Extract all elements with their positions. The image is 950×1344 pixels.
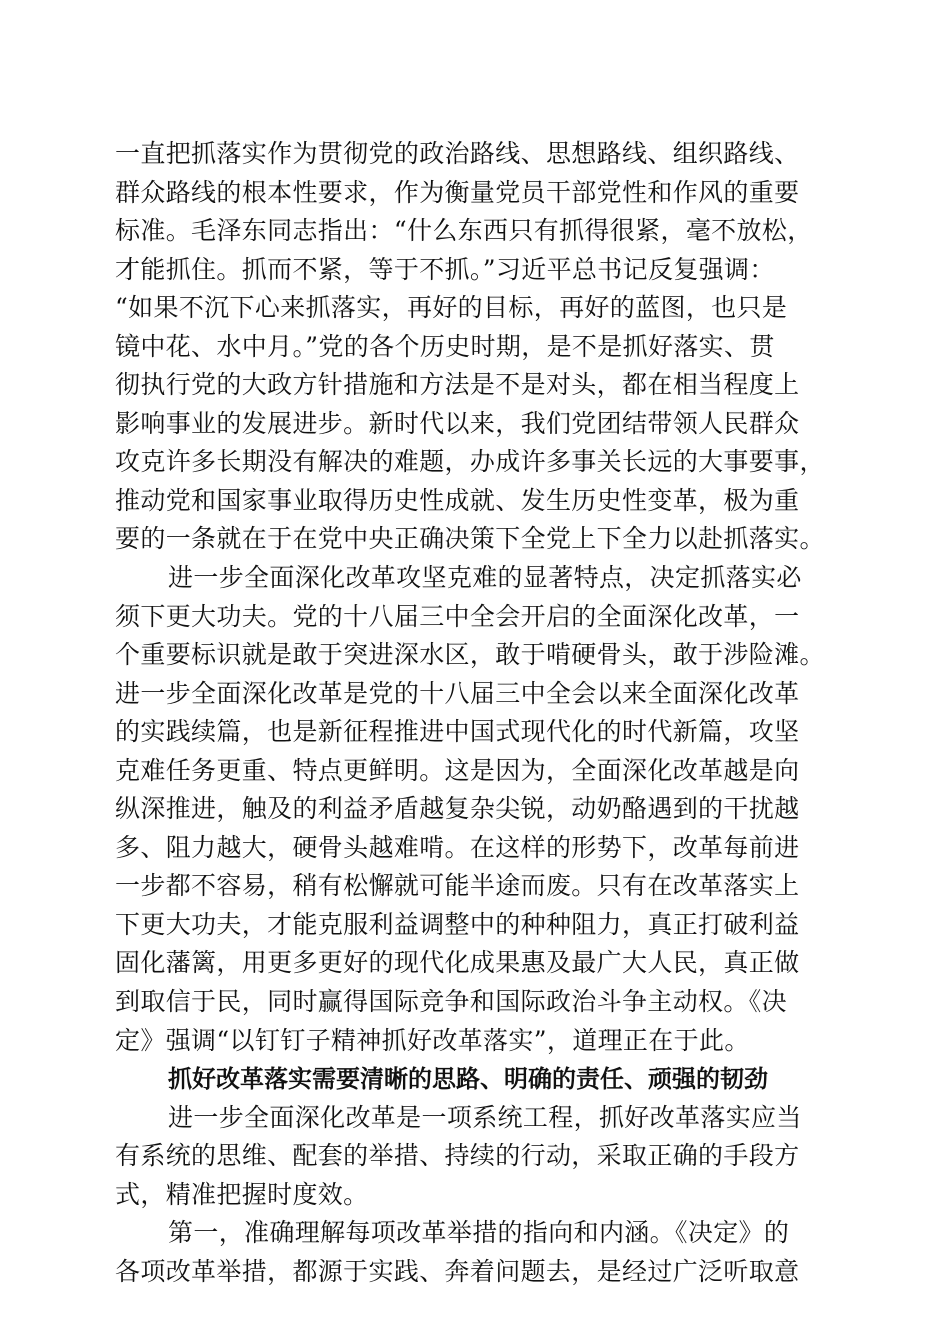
- text-line: 一步都不容易，稍有松懈就可能半途而废。只有在改革落实上: [115, 871, 800, 901]
- text-line: 各项改革举措，都源于实践、奔着问题去，是经过广泛听取意: [115, 1256, 800, 1286]
- text-line: 式，精准把握时度效。: [115, 1179, 369, 1209]
- text-line: 到取信于民，同时赢得国际竞争和国际政治斗争主动权。《决: [115, 987, 787, 1017]
- paragraph-first-line: 进一步全面深化改革攻坚克难的显著特点，决定抓落实必: [168, 563, 802, 593]
- body-text: [115, 135, 835, 1291]
- text-line: 群众路线的根本性要求，作为衡量党员干部党性和作风的重要: [115, 177, 800, 207]
- paragraph-first-line: 第一，准确理解每项改革举措的指向和内涵。《决定》的: [168, 1218, 790, 1248]
- text-line: 一直把抓落实作为贯彻党的政治路线、思想路线、组织路线、: [115, 139, 800, 168]
- text-line: 的实践续篇，也是新征程推进中国式现代化的时代新篇，攻坚: [115, 717, 800, 747]
- text-line: 镜中花、水中月。”党的各个历史时期，是不是抓好落实、贯: [115, 331, 775, 361]
- paragraph-first-line: 进一步全面深化改革是一项系统工程，抓好改革落实应当: [168, 1102, 802, 1132]
- text-line: 须下更大功夫。党的十八届三中全会开启的全面深化改革，一: [115, 601, 800, 631]
- text-line: 才能抓住。抓而不紧，等于不抓。”习近平总书记反复强调：: [115, 254, 775, 284]
- text-line: 要的一条就在于在党中央正确决策下全党上下全力以赴抓落实。: [115, 524, 825, 554]
- text-line: 定》强调“以钉钉子精神抓好改革落实”，道理正在于此。: [115, 1025, 750, 1055]
- text-line: 彻执行党的大政方针措施和方法是不是对头，都在相当程度上: [115, 370, 800, 400]
- text-line: 多、阻力越大，硬骨头越难啃。在这样的形势下，改革每前进: [115, 832, 800, 862]
- text-line: 影响事业的发展进步。新时代以来，我们党团结带领人民群众: [115, 408, 800, 438]
- text-line: 下更大功夫，才能克服利益调整中的种种阻力，真正打破利益: [115, 909, 800, 939]
- text-line: 标准。毛泽东同志指出：“什么东西只有抓得很紧，毫不放松，: [115, 216, 813, 246]
- text-line: 固化藩篱，用更多更好的现代化成果惠及最广大人民，真正做: [115, 948, 800, 978]
- text-line: 攻克许多长期没有解决的难题，办成许多事关长远的大事要事，: [115, 447, 825, 477]
- text-line: 个重要标识就是敢于突进深水区，敢于啃硬骨头，敢于涉险滩。: [115, 640, 825, 670]
- text-line: 纵深推进，触及的利益矛盾越复杂尖锐，动奶酪遇到的干扰越: [115, 794, 800, 824]
- text-line: 克难任务更重、特点更鲜明。这是因为，全面深化改革越是向: [115, 755, 800, 785]
- text-line: 有系统的思维、配套的举措、持续的行动，采取正确的手段方: [115, 1141, 800, 1171]
- section-heading: 抓好改革落实需要清晰的思路、明确的责任、顽强的韧劲: [168, 1065, 768, 1094]
- text-line: “如果不沉下心来抓落实，再好的目标，再好的蓝图，也只是: [115, 293, 788, 323]
- text-line: 推动党和国家事业取得历史性成就、发生历史性变革，极为重: [115, 485, 800, 515]
- text-line: 进一步全面深化改革是党的十八届三中全会以来全面深化改革: [115, 678, 800, 708]
